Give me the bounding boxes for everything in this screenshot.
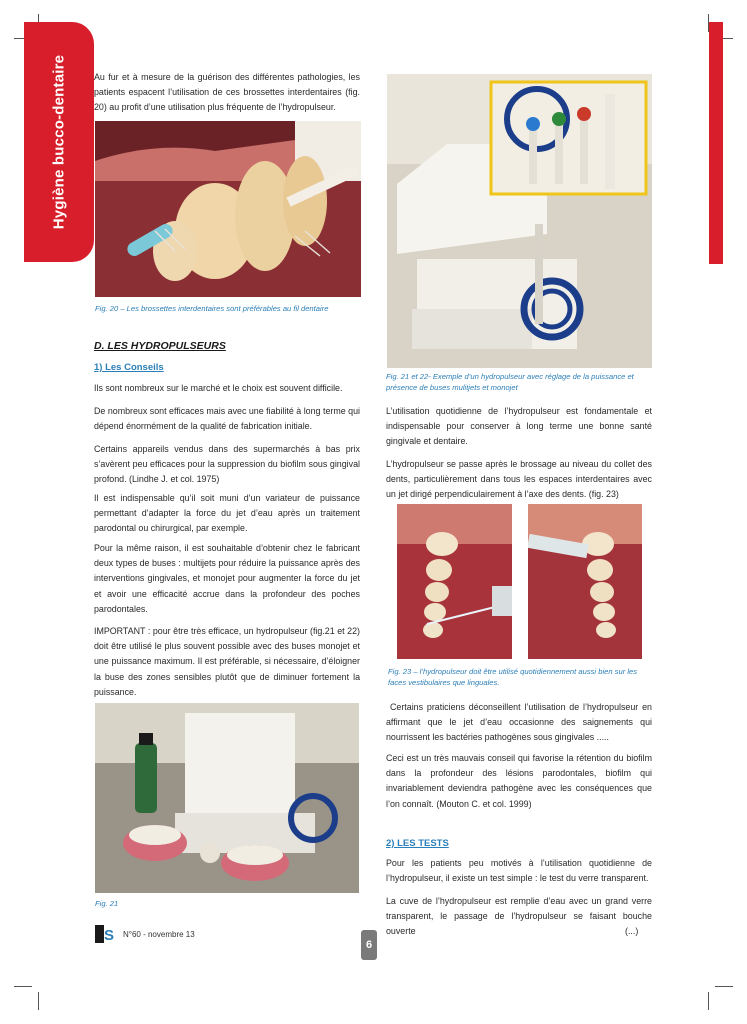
fig21-22-caption: Fig. 21 et 22- Exemple d’un hydropulseur avec réglage de la puissance et présence de buses mulitjets et monojet	[386, 372, 634, 392]
crop-mark	[715, 986, 733, 987]
paragraph: L’utilisation quotidienne de l’hydropulseur est fondamentale et indispensable pour conserver à long terme une bonne santé gingivale et dentaire.	[386, 406, 652, 447]
right-edge-tab	[709, 22, 723, 264]
paragraph-important: IMPORTANT : pour être très efficace, un hydropulseur (fig.21 et 22) doit être utilisé le plus souvent possible avec des buses monojet et une puissance maximum. Il est préférable, si nécessaire, d’éloigner la buse des zones sensibles plutôt que de diminuer fortement la puissance.	[94, 626, 360, 697]
fig20-caption: Fig. 20 – Les brossettes interdentaires sont préférables au fil dentaire	[95, 304, 329, 313]
paragraph: Ceci est un très mauvais conseil qui favorise la rétention du biofilm dans la profondeur des lésions parodontales, biofilm qui invariablement deviendra pathogène avec les conséquences que l’on connaît. (Mouton C. et col. 1999)	[386, 753, 652, 809]
paragraph: L’hydropulseur se passe après le brossage au niveau du collet des dents, particulièrement dans tous les espaces interdentaires avec un jet dirigé perpendiculairement à l’axe des dents. (fig. 23)	[386, 459, 652, 500]
section-tab	[24, 22, 94, 262]
paragraph: De nombreux sont efficaces mais avec une fiabilité à long terme qui dépend énormément de la qualité de fabrication initiale.	[94, 406, 360, 432]
magazine-logo	[95, 925, 119, 943]
crop-mark	[38, 992, 39, 1010]
subheading-conseils: 1) Les Conseils	[94, 362, 164, 373]
subheading-tests: 2) LES TESTS	[386, 838, 449, 849]
section-heading-hydropulseurs: D. LES HYDROPULSEURS	[94, 340, 226, 352]
fig21-22-photo	[387, 74, 652, 368]
issue-label: N°60 - novembre 13	[123, 930, 195, 939]
paragraph: Il est indispensable qu’il soit muni d’un variateur de puissance permettant d’adapter la force du jet d’eau après un traitement parodontal ou chirurgical, par exemple.	[94, 493, 360, 534]
continuation-mark: (...)	[625, 926, 639, 936]
paragraph: Certains appareils vendus dans des supermarchés à bas prix s’avèrent peu efficaces pour la suppression du biofilm sous gingival profond. (Lindhe J. et col. 1975)	[94, 444, 360, 485]
page-number: 6	[361, 930, 377, 960]
svg-text:S: S	[104, 927, 115, 943]
paragraph: Ils sont nombreux sur le marché et le choix est souvent difficile.	[94, 383, 343, 393]
crop-mark	[708, 992, 709, 1010]
fig23-photo-left	[397, 504, 512, 659]
paragraph: Pour les patients peu motivés à l’utilisation quotidienne de l’hydropulseur, il existe un test simple : le test du verre transparent.	[386, 858, 652, 884]
fig23-caption: Fig. 23 – l’hydropulseur doit être utilisé quotidiennement aussi bien sur les faces vestibulaires que linguales.	[388, 667, 638, 687]
fig20-photo	[95, 121, 361, 297]
magazine-logo-icon	[95, 925, 119, 943]
section-tab-label: Hygiène bucco-dentaire	[50, 54, 68, 230]
fig21-caption: Fig. 21	[95, 899, 119, 908]
paragraph: Certains praticiens déconseillent l’utilisation de l’hydropulseur en affirmant que le jet d’eau occasionne des saignements qui nourrissent les bactéries pathogènes sous gingivales .....	[386, 702, 652, 743]
fig23-photo-right	[528, 504, 642, 659]
crop-mark	[14, 986, 32, 987]
fig21-photo	[95, 703, 359, 893]
intro-paragraph: Au fur et à mesure de la guérison des différentes pathologies, les patients espacent l’utilisation de ces brossettes interdentaires (fig. 20) au profit d’une utilisation plus fréquente de l’hydropulseur.	[94, 72, 360, 113]
paragraph: La cuve de l’hydropulseur est remplie d’eau avec un grand verre transparent, le passage de l’hydropulseur se faisant bouche ouverte	[386, 896, 652, 937]
paragraph: Pour la même raison, il est souhaitable d’obtenir chez le fabricant deux types de buses : multijets pour réduire la puissance après des interventions gingivales, et monojet pour augmenter la force du jet et avoir une efficacité accrue dans la profondeur des poches parodontales.	[94, 543, 360, 614]
